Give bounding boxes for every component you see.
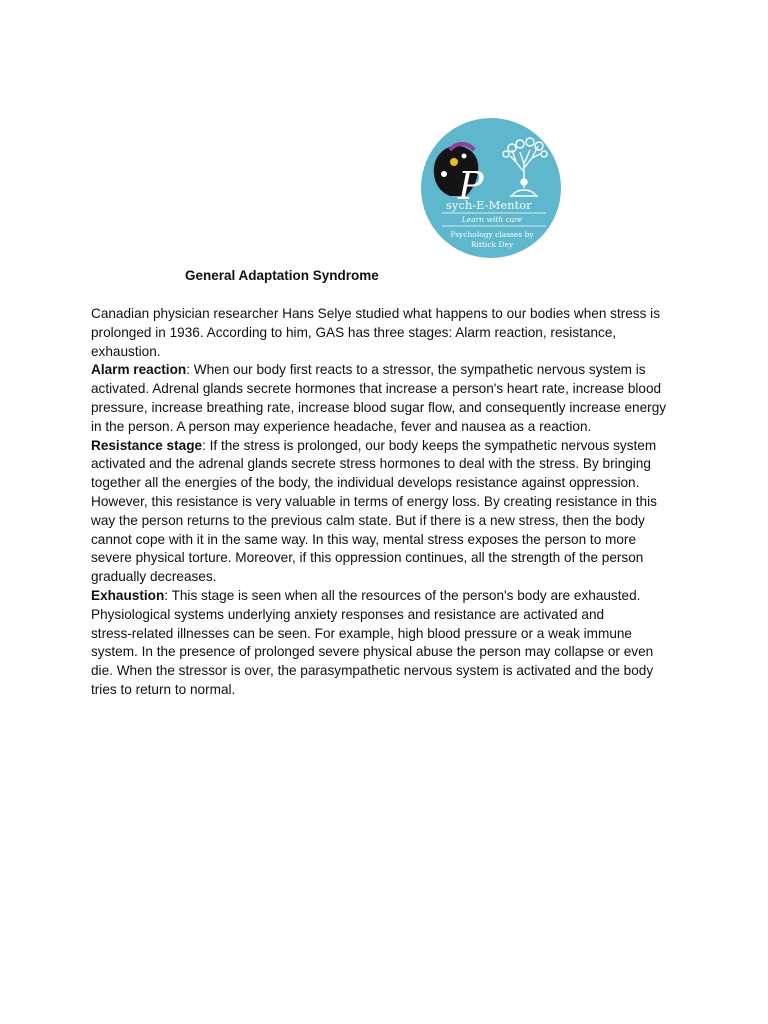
document-body	[91, 305, 691, 700]
alarm-first-line: : When our body first reacts to a stressor, the sympathetic nervous system is	[186, 362, 646, 378]
resistance-line: activated and the adrenal glands secrete stress hormones to deal with the stress. By bringing	[91, 456, 651, 472]
exhaustion-paragraph	[91, 587, 691, 700]
resistance-heading: Resistance stage	[91, 437, 203, 453]
resistance-line: way the person returns to the previous calm state. But if there is a new stress, then the body	[91, 512, 645, 528]
exhaustion-line: die. When the stressor is over, the parasympathetic nervous system is activated and the body	[91, 663, 654, 679]
alarm-line: activated. Adrenal glands secrete hormones that increase a person's heart rate, increase blood	[91, 381, 662, 397]
logo-brand: sych-E-Mentor	[446, 198, 532, 212]
resistance-line: gradually decreases.	[91, 569, 217, 585]
resistance-line: severe physical torture. Moreover, if this oppression continues, all the strength of the person	[91, 550, 644, 566]
intro-paragraph	[91, 305, 691, 361]
intro-line: Canadian physician researcher Hans Selye studied what happens to our bodies when stress is	[91, 306, 660, 321]
resistance-line: together all the energies of the body, the individual develops resistance against oppression.	[91, 475, 640, 491]
intro-line: exhaustion.	[91, 343, 161, 359]
alarm-line: pressure, increase breathing rate, increase blood sugar flow, and consequently increase energy	[91, 399, 667, 415]
logo-subtitle-line2: Rittick Dey	[470, 240, 514, 249]
logo-initial: P	[458, 164, 484, 208]
exhaustion-line: stress-related illnesses can be seen. For example, high blood pressure or a weak immune	[91, 625, 632, 641]
document-title: General Adaptation Syndrome	[185, 268, 379, 283]
resistance-line: cannot cope with it in the same way. In this way, mental stress exposes the person to more	[91, 531, 637, 547]
exhaustion-first-line: : This stage is seen when all the resources of the person's body are exhausted.	[164, 587, 641, 603]
resistance-line: However, this resistance is very valuable in terms of energy loss. By creating resistance in this	[91, 493, 657, 509]
intro-line: prolonged in 1936. According to him, GAS has three stages: Alarm reaction, resistance,	[91, 324, 617, 340]
alarm-heading: Alarm reaction	[91, 362, 187, 378]
exhaustion-line: system. In the presence of prolonged severe physical abuse the person may collapse or even	[91, 644, 654, 660]
logo-subtitle-line1: Psychology classes by	[450, 230, 534, 239]
brand-logo	[420, 116, 562, 261]
resistance-first-line: : If the stress is prolonged, our body keeps the sympathetic nervous system	[202, 437, 657, 453]
resistance-paragraph	[91, 437, 691, 587]
exhaustion-heading: Exhaustion	[91, 587, 165, 603]
exhaustion-line: tries to return to normal.	[91, 681, 236, 697]
logo-tagline: Learn with care	[461, 215, 523, 224]
alarm-paragraph	[91, 361, 691, 436]
logo-graphic	[420, 116, 562, 261]
alarm-line: in the person. A person may experience headache, fever and nausea as a reaction.	[91, 418, 592, 434]
exhaustion-line: Physiological systems underlying anxiety responses and resistance are activated and	[91, 606, 605, 622]
